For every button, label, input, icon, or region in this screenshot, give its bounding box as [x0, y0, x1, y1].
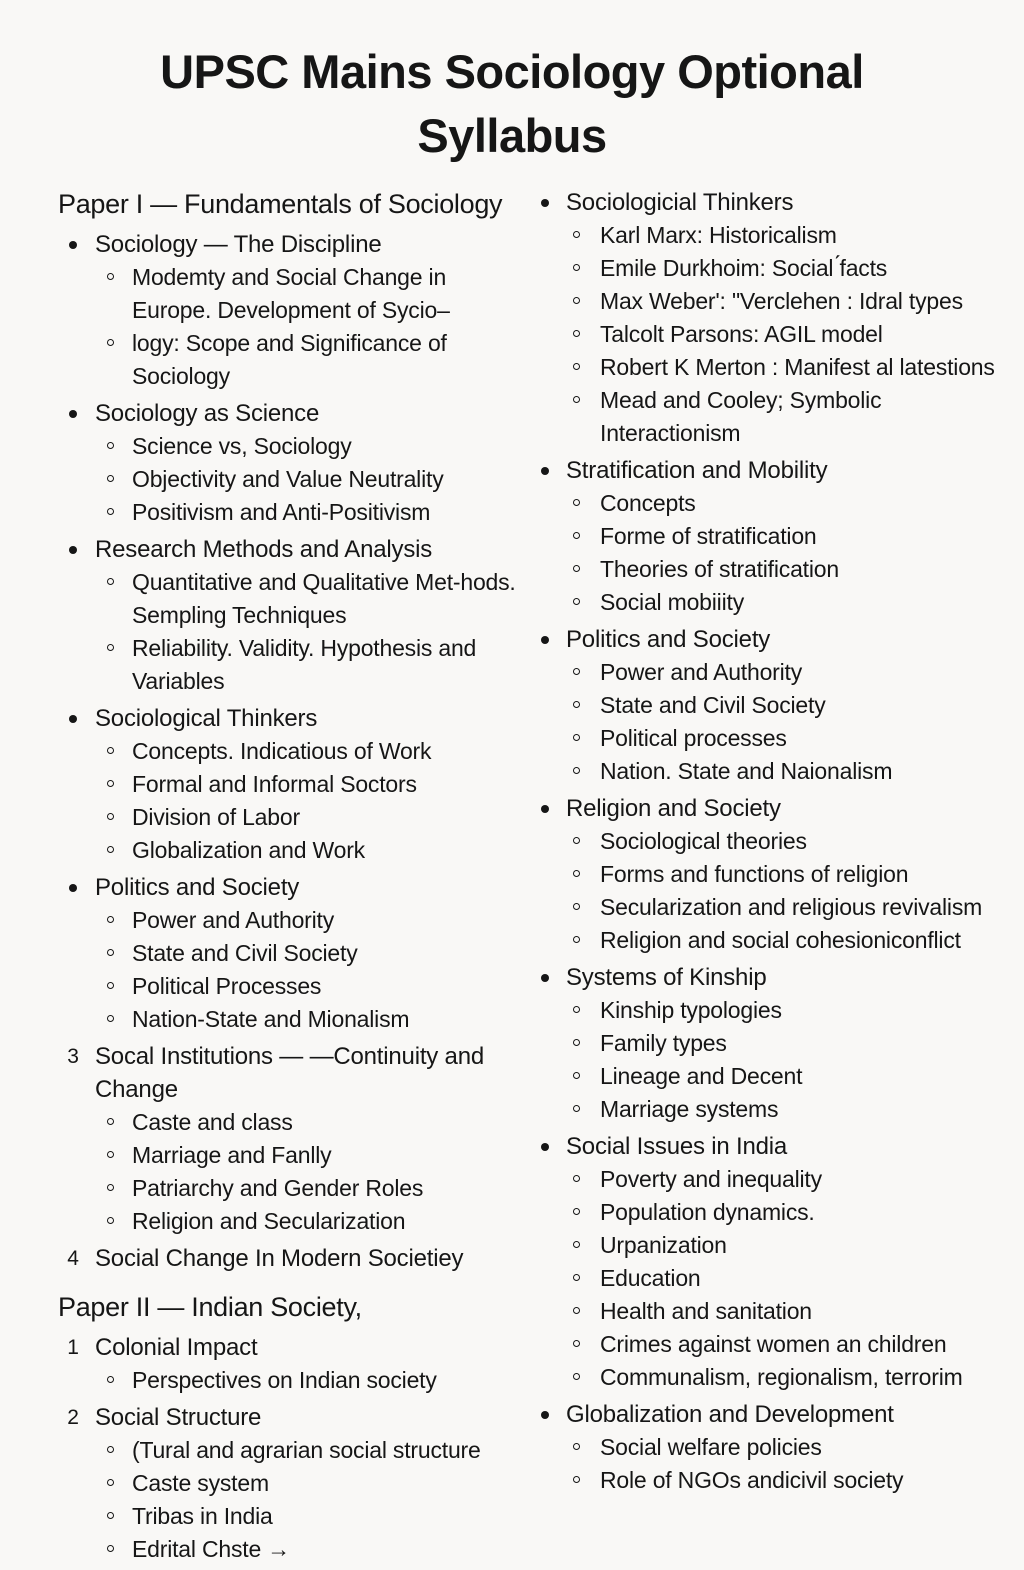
list-item: Mead and Cooley; Symbolic Interactionism — [538, 384, 1020, 450]
list-item: Population dynamics. — [538, 1196, 1020, 1229]
list-item: Family types — [538, 1027, 1020, 1060]
section-title: Sociologicial Thinkers — [566, 189, 794, 216]
section-number: 1 — [67, 1336, 79, 1359]
section-heading — [58, 1040, 528, 1106]
list-item: Objectivity and Value Neutrality — [58, 463, 528, 496]
syllabus-section — [58, 228, 528, 393]
section-heading — [538, 961, 1020, 994]
section-title: Stratification and Mobility — [566, 457, 828, 484]
syllabus-section — [58, 397, 528, 529]
syllabus-section — [538, 454, 1020, 619]
list-item: State and Civil Society — [538, 689, 1020, 722]
section-title: Politics and Society — [95, 874, 300, 901]
list-item: Secularization and religious revivalism — [538, 891, 1020, 924]
topic-list — [538, 656, 1020, 788]
list-item: Forms and functions of religion — [538, 858, 1020, 891]
section-title: Systems of Kinship — [566, 964, 767, 991]
list-item: Marriage and Fanlly — [58, 1139, 528, 1172]
list-item: Edrital Chste → — [58, 1533, 528, 1566]
list-item: Health and sanitation — [538, 1295, 1020, 1328]
list-item: Theories of stratification — [538, 553, 1020, 586]
paper1-sections — [58, 228, 528, 1275]
syllabus-section — [58, 1040, 528, 1238]
topic-list — [538, 1431, 1020, 1497]
topic-list — [58, 1106, 528, 1238]
section-title: Sociology as Science — [95, 400, 320, 427]
topic-list — [538, 1163, 1020, 1394]
section-title: Colonial Impact — [95, 1334, 258, 1361]
topic-list — [538, 219, 1020, 450]
topic-list — [538, 487, 1020, 619]
section-heading — [58, 397, 528, 430]
list-item: Concepts — [538, 487, 1020, 520]
list-item: Quantitative and Qualitative Met-hods. Sempling Techniques — [58, 566, 528, 632]
section-heading — [538, 186, 1020, 219]
paper1-heading: Paper I — Fundamentals of Sociology — [58, 189, 503, 219]
syllabus-section — [538, 186, 1020, 450]
page-title-line1: UPSC Mains Sociology Optional — [160, 45, 864, 98]
list-item: Marriage systems — [538, 1093, 1020, 1126]
list-item: Kinship typologies — [538, 994, 1020, 1027]
list-item: Social mobiiity — [538, 586, 1020, 619]
section-number: 4 — [67, 1247, 79, 1270]
list-item: Emile Durkhoim: Social ́facts — [538, 252, 1020, 285]
section-heading — [538, 792, 1020, 825]
section-heading — [58, 1242, 528, 1275]
list-item: Caste and class — [58, 1106, 528, 1139]
page-title-line2: Syllabus — [417, 109, 607, 162]
syllabus-section — [538, 1130, 1020, 1394]
list-item: Crimes against women an children — [538, 1328, 1020, 1361]
list-item: Caste system — [58, 1467, 528, 1500]
section-title: Social Issues in India — [566, 1133, 788, 1160]
syllabus-section — [58, 702, 528, 867]
syllabus-section — [538, 1398, 1020, 1497]
section-heading — [58, 1331, 528, 1364]
list-item: State and Civil Society — [58, 937, 528, 970]
section-title: Politics and Society — [566, 626, 771, 653]
syllabus-section — [58, 1401, 528, 1566]
list-item: Lineage and Decent — [538, 1060, 1020, 1093]
topic-list — [58, 1434, 528, 1566]
list-item: logy: Scope and Significance of Sociology — [58, 327, 528, 393]
list-item: Talcolt Parsons: AGIL model — [538, 318, 1020, 351]
list-item: Robert K Merton : Manifest al latestions — [538, 351, 1020, 384]
list-item: Power and Authority — [538, 656, 1020, 689]
topic-list — [58, 1364, 528, 1397]
section-heading — [58, 533, 528, 566]
syllabus-section — [538, 623, 1020, 788]
list-item: Science vs, Sociology — [58, 430, 528, 463]
topic-list — [58, 261, 528, 393]
list-item: Urpanization — [538, 1229, 1020, 1262]
syllabus-section — [58, 533, 528, 698]
section-title: Socal Institutions — —Continuity and Change — [95, 1043, 484, 1103]
syllabus-section — [538, 792, 1020, 957]
syllabus-section — [58, 1242, 528, 1275]
section-heading — [58, 871, 528, 904]
syllabus-section — [58, 1331, 528, 1397]
section-title: Research Methods and Analysis — [95, 536, 433, 563]
list-item: Reliability. Validity. Hypothesis and Variables — [58, 632, 528, 698]
section-title: Social Change In Modern Societiey — [95, 1245, 464, 1272]
list-item: (Tural and agrarian social structure — [58, 1434, 528, 1467]
topic-list — [538, 994, 1020, 1126]
list-item: Poverty and inequality — [538, 1163, 1020, 1196]
topic-list — [538, 825, 1020, 957]
list-item: Role of NGOs andicivil society — [538, 1464, 1020, 1497]
list-item: Max Weber': "Verclehen : Idral types — [538, 285, 1020, 318]
page-title — [0, 40, 1024, 168]
list-item: Political processes — [538, 722, 1020, 755]
section-heading — [538, 1398, 1020, 1431]
list-item: Perspectives on Indian society — [58, 1364, 528, 1397]
list-item: Formal and Informal Soctors — [58, 768, 528, 801]
section-heading — [538, 1130, 1020, 1163]
syllabus-section — [58, 871, 528, 1036]
section-number: 2 — [67, 1406, 79, 1429]
list-item: Patriarchy and Gender Roles — [58, 1172, 528, 1205]
list-item: Globalization and Work — [58, 834, 528, 867]
list-item: Nation. State and Naionalism — [538, 755, 1020, 788]
list-item: Social welfare policies — [538, 1431, 1020, 1464]
topic-list — [58, 566, 528, 698]
list-item: Division of Labor — [58, 801, 528, 834]
section-heading — [58, 228, 528, 261]
list-item: Religion and social cohesioniconflict — [538, 924, 1020, 957]
section-title: Sociology — The Discipline — [95, 231, 382, 258]
section-heading — [58, 1401, 528, 1434]
paper2-sections — [58, 1331, 528, 1566]
list-item: Concepts. Indicatious of Work — [58, 735, 528, 768]
list-item: Political Processes — [58, 970, 528, 1003]
paper-gap — [58, 1279, 528, 1289]
list-item: Power and Authority — [58, 904, 528, 937]
section-number: 3 — [67, 1045, 79, 1068]
right-column — [538, 186, 1020, 1501]
topic-list — [58, 904, 528, 1036]
paper2-heading: Paper II — Indian Society, — [58, 1292, 362, 1322]
list-item: Tribas in India — [58, 1500, 528, 1533]
list-item: Positivism and Anti-Positivism — [58, 496, 528, 529]
list-item: Nation-State and Mionalism — [58, 1003, 528, 1036]
list-item: Communalism, regionalism, terrorim — [538, 1361, 1020, 1394]
section-title: Social Structure — [95, 1404, 262, 1431]
section-heading — [538, 623, 1020, 656]
right-sections — [538, 186, 1020, 1497]
section-title: Globalization and Development — [566, 1401, 894, 1428]
list-item: Forme of stratification — [538, 520, 1020, 553]
list-item: Karl Marx: Historicalism — [538, 219, 1020, 252]
section-heading — [58, 702, 528, 735]
list-item: Education — [538, 1262, 1020, 1295]
list-item: Modemty and Social Change in Europe. Development of Sycio– — [58, 261, 528, 327]
syllabus-section — [538, 961, 1020, 1126]
section-title: Sociological Thinkers — [95, 705, 318, 732]
topic-list — [58, 430, 528, 529]
list-item: Religion and Secularization — [58, 1205, 528, 1238]
topic-list — [58, 735, 528, 867]
section-heading — [538, 454, 1020, 487]
section-title: Religion and Society — [566, 795, 781, 822]
left-column — [58, 186, 528, 1570]
list-item: Sociological theories — [538, 825, 1020, 858]
